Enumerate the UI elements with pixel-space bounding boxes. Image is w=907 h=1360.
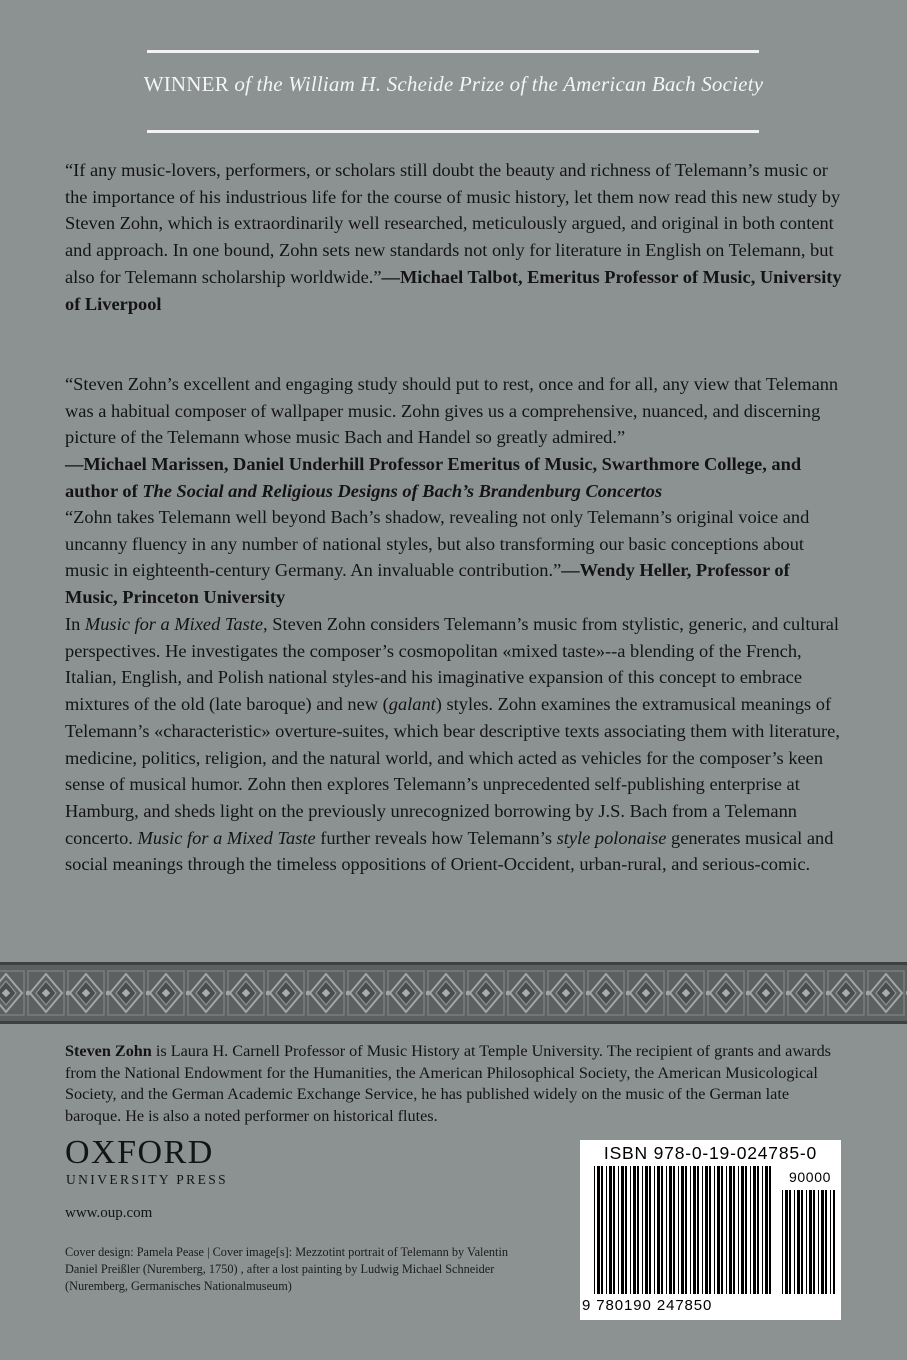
barcode-image — [586, 1166, 835, 1296]
author-bio: Steven Zohn is Laura H. Carnell Professor of Music History at Temple University. The recipient of grants and awards from the National Endowment for the Humanities, the American Philosophical Society, the American Musicological Society, and the German Academic Exchange Service, he has published widely on the music of the German late baroque. He is also a noted performer on historical flutes. — [65, 1042, 831, 1125]
quote-book-title: The Social and Religious Designs of Bach’s Brandenburg Concertos — [142, 480, 663, 501]
review-quote-1 — [65, 157, 845, 317]
quote-text: “Steven Zohn’s excellent and engaging study should put to rest, once and for all, any view that Telemann was a habitual composer of wallpaper music. Zohn gives us a comprehensive, nuanced, and discerning picture of the Telemann whose music Bach and Handel so greatly admired.” — [65, 374, 839, 448]
price-code-label: 90000 — [789, 1169, 831, 1185]
quote-text: “Zohn takes Telemann well beyond Bach’s shadow, revealing not only Telemann’s original voice and uncanny fluency in any number of national styles, but also transforming our basic conceptions about music in eighteenth-century Germany. An invaluable contribution.” — [65, 507, 810, 581]
cover-credits: Cover design: Pamela Pease | Cover image[s]: Mezzotint portrait of Telemann by Valentin Daniel Preißler (Nuremberg, 1750) , after a lost painting by Ludwig Michael Schneider (Nuremberg, Germanisches Nationalmuseum) — [65, 1245, 509, 1293]
quote-attribution: —Michael Talbot, Emeritus Professor of Music, University of Liverpool — [65, 266, 842, 314]
barcode-panel — [580, 1140, 841, 1320]
book-title-ref: Music for a Mixed Taste — [137, 827, 316, 848]
book-description: In Music for a Mixed Taste, Steven Zohn considers Telemann’s music from stylistic, generic, and cultural perspectives. He investigates the composer’s cosmopolitan «mixed taste»--a blending of the French, Italian, English, and Polish national styles-and his imaginative expansion of this concept to embrace mixtures of the old (late baroque) and new (galant) styles. Zohn examines the extramusical meanings of Telemann’s «characteristic» overture-suites, which bear descriptive texts associating them with literature, medicine, politics, religion, and the natural world, and which acted as vehicles for the composer’s keen sense of musical humor. Zohn then explores Telemann’s unprecedented self-publishing enterprise at Hamburg, and sheds light on the previously unrecognized borrowing by J.S. Bach from a Telemann concerto. Music for a Mixed Taste further reveals how Telemann’s style polonaise generates musical and social meanings through the timeless oppositions of Orient-Occident, urban-rural, and serious-comic. — [65, 614, 840, 875]
publisher-logo: OXFORD — [65, 1134, 214, 1171]
quote-text: “If any music-lovers, performers, or scholars still doubt the beauty and richness of Telemann’s music or the importance of his industrious life for the course of music history, let them now read this new study by Steven Zohn, which is extraordinarily well researched, meticulously argued, and original in both content and approach. In one bound, Zohn sets new standards not only for literature in English on Telemann, but also for Telemann scholarship worldwide.” — [65, 160, 841, 287]
ean-digits: 9 780190 247850 — [582, 1297, 713, 1314]
author-name: Steven Zohn — [65, 1042, 152, 1060]
quote-attribution: —Michael Marissen, Daniel Underhill Professor Emeritus of Music, Swarthmore College, and author of The Social and Religious Designs of Bach’s Brandenburg Concertos — [65, 454, 802, 501]
prize-banner — [0, 72, 907, 97]
publisher-website[interactable]: www.oup.com — [65, 1205, 153, 1221]
publisher-subtitle: UNIVERSITY PRESS — [66, 1172, 229, 1187]
ornamental-border — [0, 962, 907, 1024]
prize-lead: WINNER — [143, 72, 229, 96]
bottom-rule — [147, 130, 759, 133]
isbn-label: ISBN 978-0-19-024785-0 — [603, 1143, 818, 1163]
galant-term: galant — [388, 694, 436, 715]
prize-text: of the William H. Scheide Prize of the American Bach Society — [228, 72, 764, 96]
polonaise-term: style polonaise — [556, 827, 667, 848]
top-rule — [147, 50, 759, 53]
review-quote-2 — [65, 371, 845, 505]
quote-attribution: —Wendy Heller, Professor of Music, Princeton University — [65, 560, 790, 608]
book-title-ref: Music for a Mixed Taste — [84, 614, 264, 634]
review-quote-3 — [65, 504, 845, 611]
